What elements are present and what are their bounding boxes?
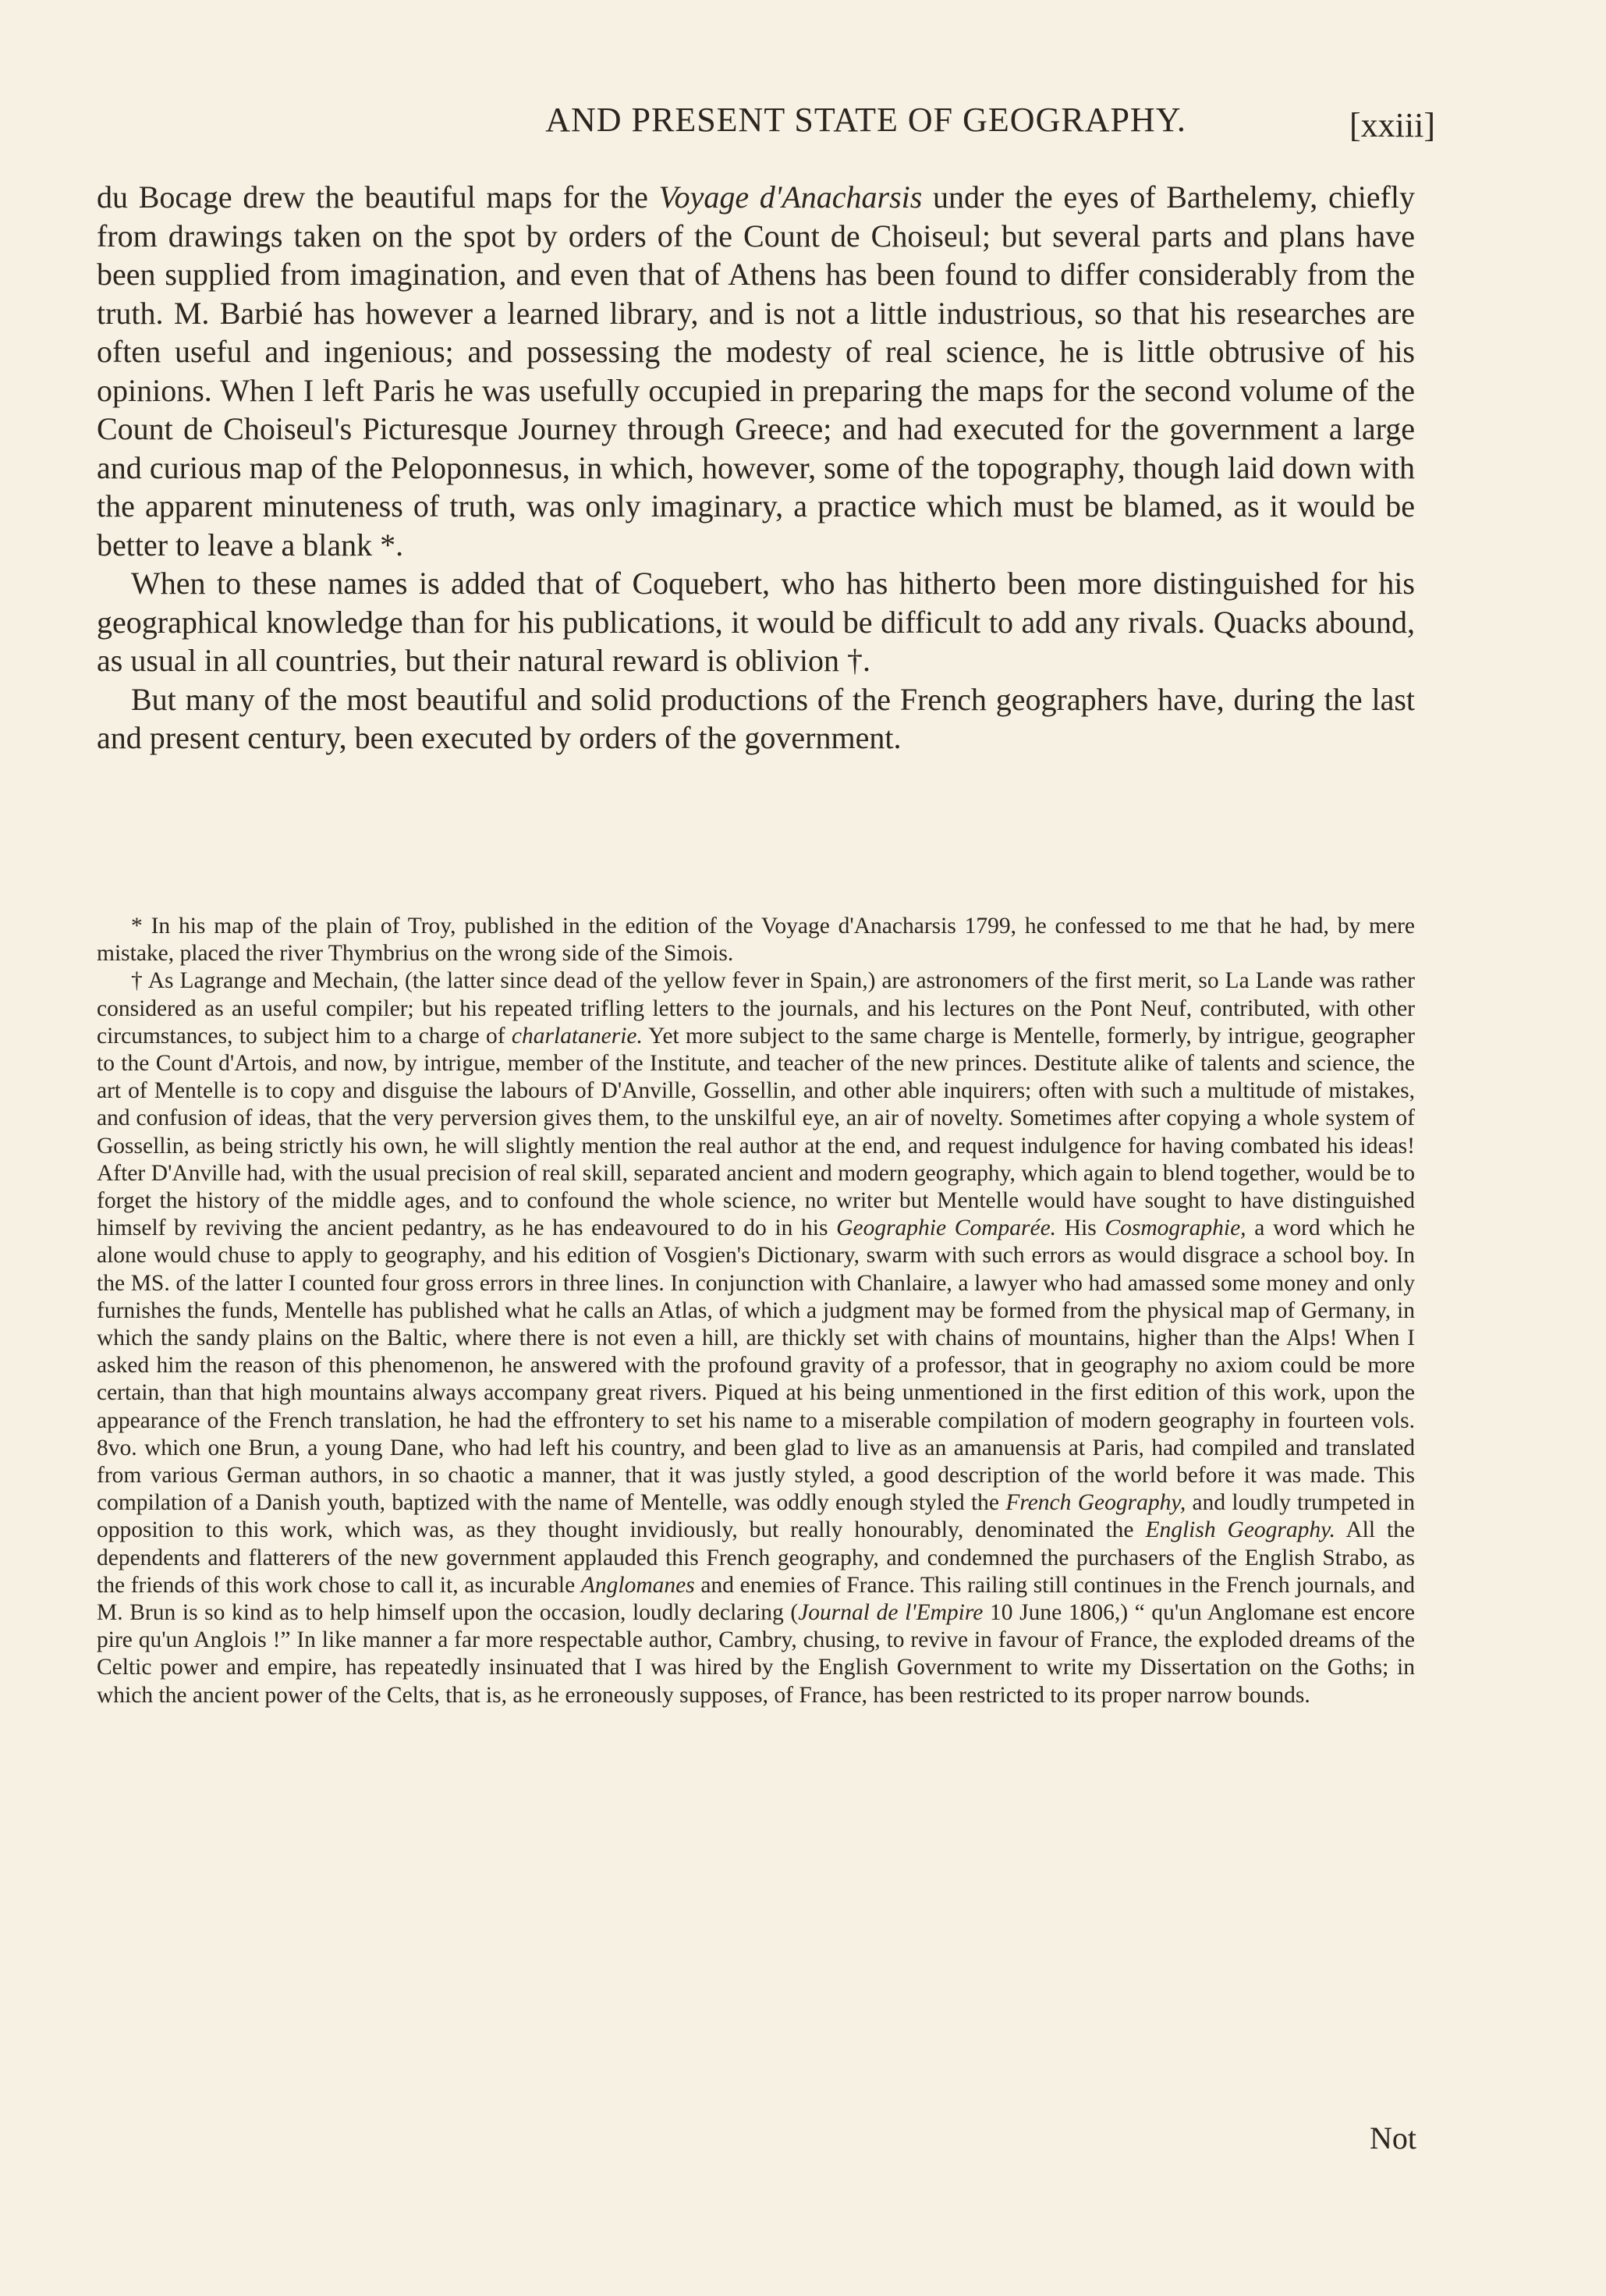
- page-number: [xxiii]: [1349, 106, 1435, 144]
- catchword: Not: [1370, 2120, 1416, 2156]
- text-run: 10 June 1806,) “ qu'un Anglomane est encore pire qu'un Anglois !” In like manner a far more respectable author, Cambry, chusing, to revive in favour of France, the exploded dreams of the Celtic power and empire, has repeatedly insinuated that I was hired by the English Government to write my Dissertation on the Goths; in which the ancient power of the Celts, that is, as he erroneously supposes, of France, has been restricted to its proper narrow bounds.: [97, 1600, 1415, 1708]
- italic-title: Journal de l'Empire: [798, 1600, 984, 1626]
- footnotes: [97, 913, 1415, 1709]
- text-run: * In his map of the plain of Troy, published in the edition of the Voyage d'Anacharsis 1799, he confessed to me that he had, by mere mistake, placed the river Thymbrius on the wrong side of the Simois.: [97, 914, 1415, 967]
- text-run: All the dependents and flatterers of the new government applauded this French geography, and condemned the purchasers of the English Strabo, as the friends of this work chose to call it, as incurable: [97, 1517, 1415, 1598]
- italic-title: Voyage d'Anacharsis: [658, 179, 923, 215]
- main-text: [97, 178, 1415, 758]
- text-run: When to these names is added that of Coquebert, who has hitherto been more distinguished for his geographical knowledge than for his publications, it would be difficult to add any rivals. Quacks abound, as usual in all countries, but their natural reward is oblivion †.: [97, 566, 1415, 678]
- footnote-asterisk: [97, 913, 1415, 967]
- text-run: du Bocage drew the beautiful maps for the: [97, 179, 659, 215]
- italic-title: French Geography,: [1005, 1490, 1186, 1516]
- text-run: † As Lagrange and Mechain, (the latter since dead of the yellow fever in Spain,) are astronomers of the first merit, so La Lande was rather considered as an useful compiler; but his repeated trifling letters to the journals, and his lectures on the Pont Neuf, contributed, with other circumstances, to subject him to a charge of: [97, 968, 1415, 1049]
- body-paragraph-1: [97, 178, 1415, 564]
- italic-term: charlatanerie.: [511, 1023, 643, 1049]
- text-run: a word which he alone would chuse to apply to geography, and his edition of Vosgien's Dictionary, swarm with such errors as would disgrace a school boy. In the MS. of the latter I counted four gross errors in three lines. In conjunction with Chanlaire, a lawyer who had amassed some money and only furnishes the funds, Mentelle has published what he calls an Atlas, of which a judgment may be formed from the physical map of Germany, in which the sandy plains on the Baltic, where there is not even a hill, are thickly set with chains of mountains, higher than the Alps! When I asked him the reason of this phenomenon, he answered with the profound gravity of a professor, that in geography no axiom could be more certain, than that high mountains always accompany great rivers. Piqued at his being unmentioned in the first edition of this work, upon the appearance of the French translation, he had the effrontery to set his name to a miserable compilation of modern geography in fourteen vols. 8vo. which one Brun, a young Dane, who had left his country, and been glad to live as an amanuensis at Paris, had compiled and translated from various German authors, in so chaotic a manner, that it was justly styled, a good description of the world before it was made. This compilation of a Danish youth, baptized with the name of Mentelle, was oddly enough styled the: [97, 1215, 1415, 1516]
- text-run: His: [1056, 1215, 1105, 1241]
- text-run: Yet more subject to the same charge is Mentelle, formerly, by intrigue, geographer to the Count d'Artois, and now, by intrigue, member of the Institute, and teacher of the new princes. Destitute alike of talents and science, the art of Mentelle is to copy and disguise the labours of D'Anville, Gossellin, and other able inquirers; often with such a multitude of mistakes, and confusion of ideas, that the very perversion gives them, to the unskilful eye, an air of novelty. Sometimes after copying a whole system of Gossellin, as being strictly his own, he will slightly mention the real author at the end, and request indulgence for having combated his ideas! After D'Anville had, with the usual precision of real skill, separated ancient and modern geography, which again to blend together, would be to forget the history of the middle ages, and to confound the whole science, no writer but Mentelle would have sought to have distinguished himself by reviving the ancient pedantry, as he has endeavoured to do in his: [97, 1023, 1416, 1241]
- italic-title: Cosmographie,: [1104, 1215, 1246, 1241]
- text-run: under the eyes of Barthelemy, chiefly from drawings taken on the spot by orders of the Count de Choiseul; but several parts and plans have been supplied from imagination, and even that of Athens has been found to differ considerably from the truth. M. Barbié has however a learned library, and is not a little industrious, so that his researches are often useful and ingenious; and possessing the modesty of real science, he is little obtrusive of his opinions. When I left Paris he was usefully occupied in preparing the maps for the second volume of the Count de Choiseul's Picturesque Journey through Greece; and had executed for the government a large and curious map of the Peloponnesus, in which, however, some of the topography, though laid down with the apparent minuteness of truth, was only imaginary, a practice which must be blamed, as it would be better to leave a blank *.: [97, 179, 1415, 562]
- body-paragraph-2: [97, 564, 1415, 680]
- text-run: But many of the most beautiful and solid productions of the French geographers have, during the last and present century, been executed by orders of the government.: [97, 681, 1415, 755]
- italic-term: Anglomanes: [580, 1572, 695, 1598]
- italic-title: English Geography.: [1145, 1517, 1335, 1543]
- text-run: and enemies of France. This railing still continues in the French journals, and M. Brun is so kind as to help himself upon the occasion, loudly declaring (: [97, 1572, 1416, 1626]
- running-title: AND PRESENT STATE OF GEOGRAPHY.: [545, 101, 1186, 139]
- italic-title: Geographie Comparée.: [836, 1215, 1057, 1241]
- text-run: and loudly trumpeted in opposition to this work, which was, as they thought invidiously, but really honourably, denominated the: [97, 1490, 1416, 1543]
- footnote-dagger: [97, 967, 1415, 1709]
- body-paragraph-3: [97, 680, 1415, 758]
